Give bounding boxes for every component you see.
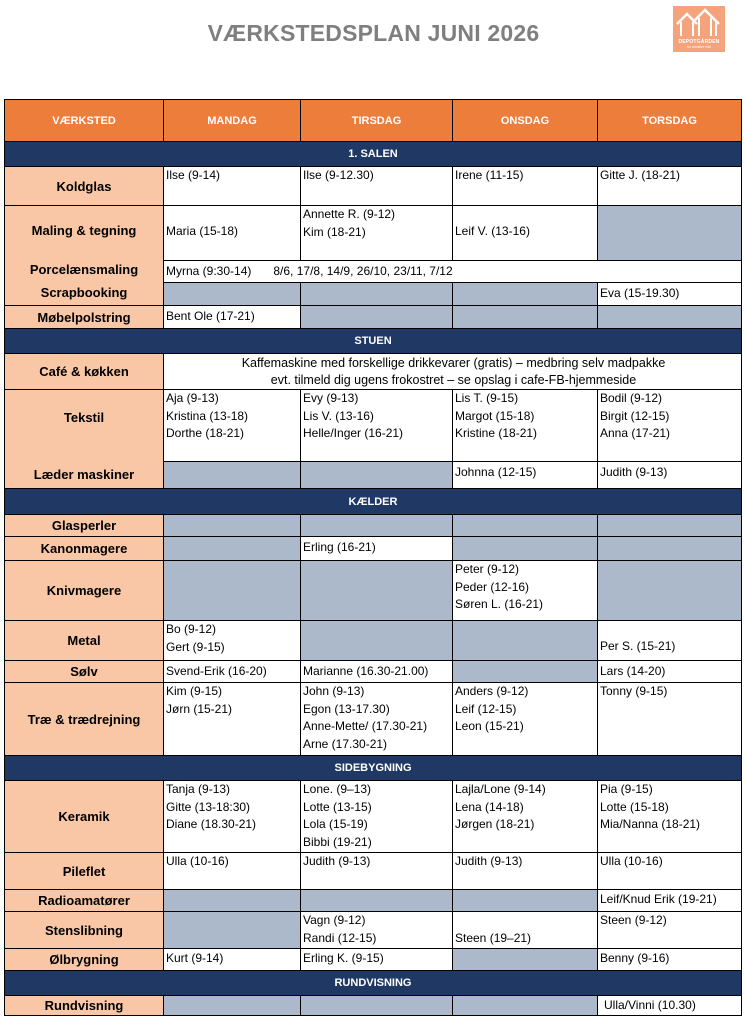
cell-stenslibning-wed: Steen (19–21) bbox=[452, 911, 598, 949]
cell-solv-mon: Svend-Erik (16-20) bbox=[163, 660, 301, 683]
header-onsdag: ONSDAG bbox=[452, 99, 598, 142]
workshop-label: Koldglas bbox=[56, 178, 112, 194]
cell-knivmagere-thu bbox=[597, 560, 742, 621]
cell-knivmagere-wed: Peter (9-12) Peder (12-16) Søren L. (16-21) bbox=[452, 560, 598, 621]
cell-laeder-thu: Judith (9-13) bbox=[597, 461, 742, 489]
workshop-scrapbooking: Scrapbooking bbox=[40, 285, 128, 300]
cell-knivmagere-tue bbox=[300, 560, 453, 621]
cell-trae-tue: John (9-13) Egon (13-17.30) Anne-Mette/ (17.30-21) Arne (17.30-21) bbox=[300, 682, 453, 756]
cell-laeder-wed: Johnna (12-15) bbox=[452, 461, 598, 489]
cell-cafe: Kaffemaskine med forskellige drikkevarer (gratis) – medbring selv madpakke evt. tilmeld dig ugens frokostret – se opslag i cafe-FB-hjemmeside bbox=[163, 353, 742, 390]
workshop-olbrygning: Ølbrygning bbox=[4, 948, 164, 971]
workshop-group-stuen bbox=[4, 389, 164, 489]
cell-maling-wed: Leif V. (13-16) bbox=[452, 205, 598, 261]
cell-pileflet-wed: Judith (9-13) bbox=[452, 852, 598, 890]
cell-knivmagere-mon bbox=[163, 560, 301, 621]
header-mandag: MANDAG bbox=[163, 99, 301, 142]
cell-radio-wed bbox=[452, 889, 598, 912]
cell-koldglas-wed: Irene (11-15) bbox=[452, 166, 598, 206]
section-salen: 1. SALEN bbox=[4, 141, 742, 167]
cell-glasperler-thu bbox=[597, 514, 742, 537]
cell-radio-tue bbox=[300, 889, 453, 912]
workshop-maling: Maling & tegning bbox=[31, 223, 137, 238]
cell-keramik-wed: Lajla/Lone (9-14) Lena (14-18) Jørgen (18-21) bbox=[452, 780, 598, 853]
logo bbox=[673, 6, 725, 52]
cell-tekstil-thu: Bodil (9-12) Birgit (12-15) Anna (17-21) bbox=[597, 389, 742, 462]
cell-trae-wed: Anders (9-12) Leif (12-15) Leon (15-21) bbox=[452, 682, 598, 756]
cell-scrapbooking-thu: Eva (15-19.30) bbox=[597, 282, 742, 306]
header-vaerksted: VÆRKSTED bbox=[4, 99, 164, 142]
workshop-glasperler: Glasperler bbox=[4, 514, 164, 537]
cell-laeder-mon bbox=[163, 461, 301, 489]
workshop-solv: Sølv bbox=[4, 660, 164, 683]
logo-sub: for kreative folk bbox=[687, 45, 711, 49]
workshop-metal: Metal bbox=[4, 620, 164, 661]
cell-mobelpolstring-wed bbox=[452, 305, 598, 329]
workshop-keramik: Keramik bbox=[4, 780, 164, 853]
workshop-trae: Træ & trædrejning bbox=[4, 682, 164, 756]
cell-mobelpolstring-mon: Bent Ole (17-21) bbox=[163, 305, 301, 329]
cell-maling-tue: Annette R. (9-12) Kim (18-21) bbox=[300, 205, 453, 261]
cell-scrapbooking-mon bbox=[163, 282, 301, 306]
section-rundvisning: RUNDVISNING bbox=[4, 970, 742, 996]
workshop-radio: Radioamatører bbox=[4, 889, 164, 912]
cell-pileflet-mon: Ulla (10-16) bbox=[163, 852, 301, 890]
cell-olbrygning-thu: Benny (9-16) bbox=[597, 948, 742, 971]
cell-glasperler-mon bbox=[163, 514, 301, 537]
workshop-stenslibning: Stenslibning bbox=[4, 911, 164, 949]
logo-name: DEPOTGÅRDEN bbox=[678, 39, 720, 45]
cell-olbrygning-wed bbox=[452, 948, 598, 971]
cell-porcelaen: Myrna (9:30-14) 8/6, 17/8, 14/9, 26/10, 23/11, 7/12 bbox=[163, 260, 742, 283]
cell-maling-thu bbox=[597, 205, 742, 261]
cell-keramik-tue: Lone. (9–13) Lotte (13-15) Lola (15-19) Bibbi (19-21) bbox=[300, 780, 453, 853]
cell-metal-thu: Per S. (15-21) bbox=[597, 620, 742, 661]
cell-kanonmagere-tue: Erling (16-21) bbox=[300, 536, 453, 561]
cell-rundvisning-thu: Ulla/Vinni (10.30) bbox=[597, 995, 742, 1016]
cell-trae-mon: Kim (9-15) Jørn (15-21) bbox=[163, 682, 301, 756]
cell-maling-mon: Maria (15-18) bbox=[163, 205, 301, 261]
cell-stenslibning-tue: Vagn (9-12) Randi (12-15) bbox=[300, 911, 453, 949]
cell-radio-thu: Leif/Knud Erik (19-21) bbox=[597, 889, 742, 912]
cell-glasperler-wed bbox=[452, 514, 598, 537]
cell-rundvisning-wed bbox=[452, 995, 598, 1016]
workshop-group-salen bbox=[4, 205, 164, 306]
cell-stenslibning-mon bbox=[163, 911, 301, 949]
cell-pileflet-tue: Judith (9-13) bbox=[300, 852, 453, 890]
cell-pileflet-thu: Ulla (10-16) bbox=[597, 852, 742, 890]
cell-laeder-tue bbox=[300, 461, 453, 489]
cell-glasperler-tue bbox=[300, 514, 453, 537]
cell-rundvisning-mon bbox=[163, 995, 301, 1016]
cell-mobelpolstring-tue bbox=[300, 305, 453, 329]
cell-kanonmagere-mon bbox=[163, 536, 301, 561]
workshop-cafe: Café & køkken bbox=[4, 353, 164, 390]
header-torsdag: TORSDAG bbox=[597, 99, 742, 142]
workshop-laeder: Læder maskiner bbox=[33, 467, 135, 482]
workshop-tekstil: Tekstil bbox=[63, 410, 105, 425]
workshop-porcelaen: Porcelænsmaling bbox=[29, 262, 139, 277]
workshop-koldglas bbox=[4, 166, 164, 206]
cell-scrapbooking-tue bbox=[300, 282, 453, 306]
cell-tekstil-tue: Evy (9-13) Lis V. (13-16) Helle/Inger (16-21) bbox=[300, 389, 453, 462]
cell-kanonmagere-wed bbox=[452, 536, 598, 561]
house-roof-icon bbox=[673, 6, 725, 38]
cell-koldglas-mon: Ilse (9-14) bbox=[163, 166, 301, 206]
workshop-pileflet: Pileflet bbox=[4, 852, 164, 890]
section-stuen: STUEN bbox=[4, 328, 742, 354]
cell-metal-mon: Bo (9-12) Gert (9-15) bbox=[163, 620, 301, 661]
cell-mobelpolstring-thu bbox=[597, 305, 742, 329]
page-title: VÆRKSTEDSPLAN JUNI 2026 bbox=[207, 20, 540, 46]
cell-solv-wed bbox=[452, 660, 598, 683]
workshop-rundvisning: Rundvisning bbox=[4, 995, 164, 1016]
cell-metal-wed bbox=[452, 620, 598, 661]
cell-keramik-thu: Pia (9-15) Lotte (15-18) Mia/Nanna (18-21) bbox=[597, 780, 742, 853]
cell-metal-tue bbox=[300, 620, 453, 661]
section-kaelder: KÆLDER bbox=[4, 488, 742, 515]
cell-keramik-mon: Tanja (9-13) Gitte (13-18:30) Diane (18.30-21) bbox=[163, 780, 301, 853]
section-sidebygning: SIDEBYGNING bbox=[4, 755, 742, 781]
cell-kanonmagere-thu bbox=[597, 536, 742, 561]
cell-koldglas-thu: Gitte J. (18-21) bbox=[597, 166, 742, 206]
header-tirsdag: TIRSDAG bbox=[300, 99, 453, 142]
cell-olbrygning-mon: Kurt (9-14) bbox=[163, 948, 301, 971]
cell-solv-thu: Lars (14-20) bbox=[597, 660, 742, 683]
cell-stenslibning-thu: Steen (9-12) bbox=[597, 911, 742, 949]
workshop-knivmagere: Knivmagere bbox=[4, 560, 164, 621]
cell-rundvisning-tue bbox=[300, 995, 453, 1016]
cell-koldglas-tue: Ilse (9-12.30) bbox=[300, 166, 453, 206]
workshop-mobelpolstring: Møbelpolstring bbox=[4, 305, 164, 329]
workshop-kanonmagere: Kanonmagere bbox=[4, 536, 164, 561]
cell-solv-tue: Marianne (16.30-21.00) bbox=[300, 660, 453, 683]
cell-scrapbooking-wed bbox=[452, 282, 598, 306]
cell-tekstil-mon: Aja (9-13) Kristina (13-18) Dorthe (18-21) bbox=[163, 389, 301, 462]
cell-tekstil-wed: Lis T. (9-15) Margot (15-18) Kristine (18-21) bbox=[452, 389, 598, 462]
cell-radio-mon bbox=[163, 889, 301, 912]
cell-trae-thu: Tonny (9-15) bbox=[597, 682, 742, 756]
cell-olbrygning-tue: Erling K. (9-15) bbox=[300, 948, 453, 971]
